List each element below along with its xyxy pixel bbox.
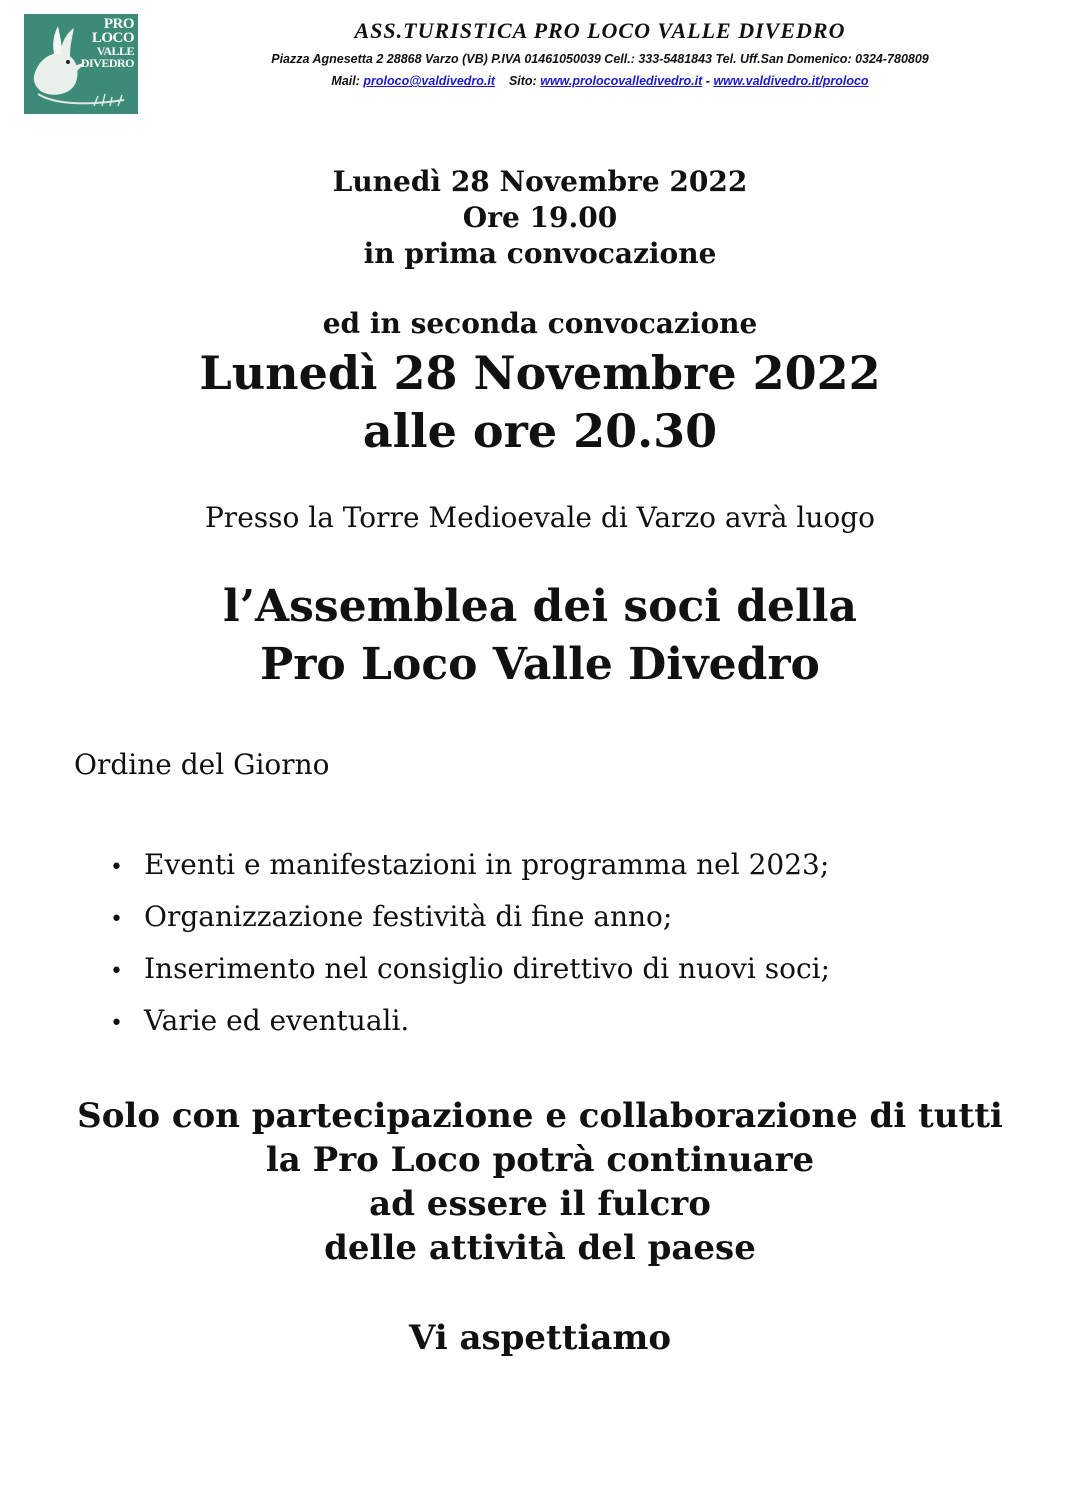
- organization-address: Piazza Agnesetta 2 28868 Varzo (VB) P.IVA 01461050039 Cell.: 333-5481843 Tel. Uff.San Domenico: 0324-780809: [271, 52, 929, 66]
- second-call-label: ed in seconda convocazione: [322, 307, 758, 340]
- list-item: [110, 840, 830, 892]
- assembly-title: [0, 578, 1080, 694]
- bullet-icon: •: [110, 959, 123, 984]
- bullet-icon: •: [110, 855, 123, 880]
- agenda-item-text: Varie ed eventuali.: [144, 1004, 410, 1037]
- closing-line4: delle attività del paese: [324, 1228, 756, 1268]
- second-call-time: alle ore 20.30: [362, 404, 718, 458]
- greeting: Vi aspettiamo: [408, 1318, 672, 1358]
- closing-message: [0, 1094, 1080, 1270]
- agenda-item-text: Organizzazione festività di fine anno;: [144, 900, 673, 933]
- first-call-label: in prima convocazione: [363, 237, 717, 270]
- list-item: [110, 892, 830, 944]
- closing-line3: ad essere il fulcro: [369, 1184, 711, 1224]
- site-link-secondary[interactable]: www.valdivedro.it/proloco: [713, 74, 869, 88]
- second-call-block: [0, 344, 1080, 460]
- logo-wordmark: PRO LOCO VALLE DIVEDRO: [80, 16, 134, 70]
- mail-link[interactable]: proloco@valdivedro.it: [363, 74, 496, 88]
- closing-line2: la Pro Loco potrà continuare: [265, 1140, 815, 1180]
- bullet-icon: •: [110, 907, 123, 932]
- agenda-list: [110, 840, 830, 1048]
- closing-line1: Solo con partecipazione e collaborazione di tutti: [77, 1096, 1003, 1136]
- second-call-date: Lunedì 28 Novembre 2022: [199, 346, 881, 400]
- agenda-title: Ordine del Giorno: [74, 748, 330, 781]
- first-call-date: Lunedì 28 Novembre 2022: [332, 165, 748, 198]
- agenda-item-text: Inserimento nel consiglio direttivo di nuovi soci;: [144, 952, 831, 985]
- first-call-block: [0, 164, 1080, 272]
- site-label: Sito:: [508, 74, 537, 88]
- first-call-time: Ore 19.00: [462, 201, 618, 234]
- pro-loco-logo: [24, 14, 138, 114]
- assembly-title-line1: l’Assemblea dei soci della: [222, 581, 857, 632]
- agenda-item-text: Eventi e manifestazioni in programma nel 2023;: [144, 848, 830, 881]
- assembly-title-line2: Pro Loco Valle Divedro: [260, 639, 820, 690]
- site-separator: -: [705, 74, 710, 88]
- organization-contacts: [150, 74, 1050, 88]
- list-item: [110, 944, 830, 996]
- list-item: [110, 996, 830, 1048]
- site-link-primary[interactable]: www.prolocovalledivedro.it: [540, 74, 703, 88]
- mail-label: Mail:: [331, 74, 360, 88]
- bullet-icon: •: [110, 1011, 123, 1036]
- organization-name: ASS.TURISTICA PRO LOCO VALLE DIVEDRO: [354, 18, 846, 43]
- location-text: Presso la Torre Medioevale di Varzo avrà luogo: [204, 501, 876, 534]
